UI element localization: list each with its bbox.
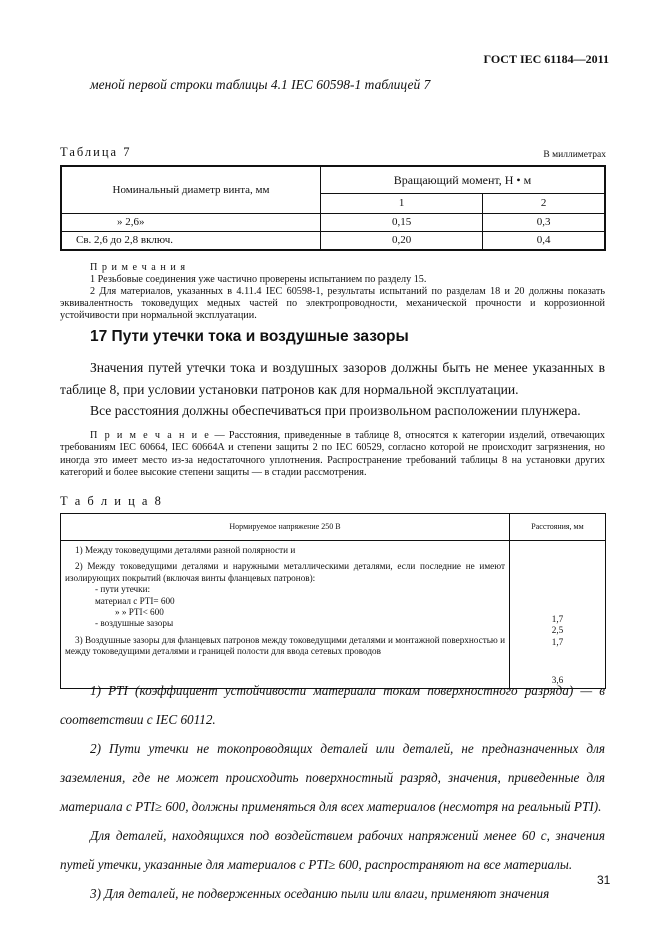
- footnote-2-cont: Для деталей, находящихся под воздействием рабочих напряжений менее 60 с, значения путей утечки, указанные для материалов с PTI≥ 600, распространяют на все материалы.: [60, 828, 605, 872]
- header-voltage: Нормируемое напряжение 250 В: [61, 514, 510, 541]
- intro-line: меной первой строки таблицы 4.1 IEC 60598-1 таблицей 7: [90, 77, 431, 92]
- table7-notes: П р и м е ч а н и я 1 Резьбовые соединения уже частично проверены испытанием по разделу 15. 2 Для материалов, указанных в 4.11.4 IEC 60598-1, результаты испытаний по разделам 18 и 20 должны показать эквивалентность токоведущих медных частей по электропроводности, механической прочности и коррозионной устойчивости при нормальной эксплуатации.: [60, 262, 605, 321]
- table-row: Св. 2,6 до 2,8 включ. 0,20 0,4: [61, 232, 605, 251]
- row-1: 1) Между токоведущими деталями разной полярности и: [75, 545, 296, 555]
- table-7: [60, 165, 606, 251]
- row-2: 2) Между токоведущими деталями и наружными металлическими деталями, если последние не имеют изолирующих покрытий (включая винты фланцевых патронов):: [65, 561, 505, 583]
- page-number: 31: [597, 873, 611, 887]
- header-diameter: Номинальный диаметр винта, мм: [61, 166, 321, 214]
- table7-caption: Таблица 7: [60, 145, 132, 159]
- subheader-2: 2: [483, 194, 605, 214]
- footnote-2: 2) Пути утечки не токопроводящих деталей или деталей, не предназначенных для заземления, где не может происходить поверхностный разряд, значения, приведенные для материала с PTI≥ 600, должны применяться для всех материалов (несмотря на реальный PTI).: [60, 741, 605, 814]
- header-distance: Расстояния, мм: [510, 514, 606, 541]
- table-row: » 2,6» 0,15 0,3: [61, 214, 605, 232]
- paragraph: Все расстояния должны обеспечиваться при произвольном расположении плунжера.: [90, 403, 581, 418]
- paragraph: Значения путей утечки тока и воздушных зазоров должны быть не менее указанных в таблице 8, при условии установки патронов как для нормальной эксплуатации.: [60, 360, 605, 397]
- row-3: 3) Воздушные зазоры для фланцевых патронов между токоведущими деталями и монтажной поверхностью и между токоведущими деталями и границей полости для ввода сетевых проводов: [65, 634, 505, 657]
- header-torque: Вращающий момент, Н • м: [321, 166, 606, 194]
- table-8: Нормируемое напряжение 250 В Расстояния, мм 1) Между токоведущими деталями разной полярности и 2) Между токоведущими деталями и наружными металлическими деталями, если последние не имеют изолирующих покрытий (включая винты фланцевых патронов): - пути утечки: материал с PTI= 600 » » PTI< 600 - воздушные зазоры 3) Воздушные зазоры для фланцевых патронов между токоведущими деталями и монтажной поверхностью и между токоведущими деталями и границей полости для ввода сетевых проводов 1,7 2,5 1,7 3,6: [60, 513, 606, 689]
- subheader-1: 1: [321, 194, 483, 214]
- document-header: ГОСТ IEC 61184—2011: [483, 52, 609, 66]
- section-heading: 17 Пути утечки тока и воздушные зазоры: [90, 328, 409, 345]
- footnote-1: 1) PTI (коэффициент устойчивости материала токам поверхностного разряда) — в соответствии с IEC 60112.: [60, 683, 605, 727]
- footnote-3: 3) Для деталей, не подверженных оседанию пыли или влаги, применяют значения: [90, 886, 550, 901]
- table8-caption: Т а б л и ц а 8: [60, 494, 163, 508]
- table7-units: В миллиметрах: [543, 150, 606, 160]
- section-note: П р и м е ч а н и е — Расстояния, приведенные в таблице 8, относятся к категории изделий, отвечающих требованиям IEC 60664, IEC 60664A и степени защиты 2 по IEC 60529, согласно которой не происходит загрязнения, но иногда это имеет место из-за недостаточного уплотнения. Распространение требований таблицы 8 на установки других категорий и более высокие степени защиты — в стадии рассмотрения.: [60, 430, 605, 478]
- footnotes: [60, 676, 605, 908]
